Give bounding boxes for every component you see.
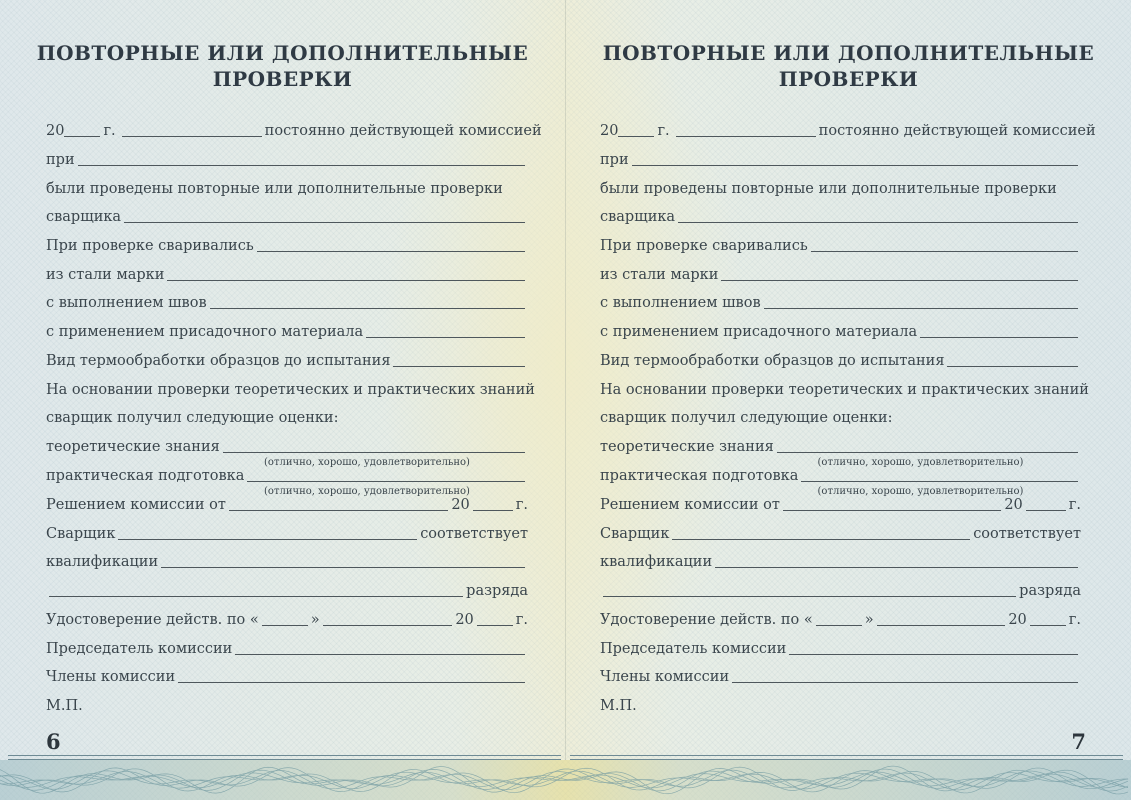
seams-label: с выполнением швов <box>46 295 207 311</box>
heat-treatment-label: Вид термообработки образцов до испытания <box>46 353 391 369</box>
field-cert-month[interactable] <box>323 609 453 626</box>
field-practice-grade[interactable] <box>801 465 1078 482</box>
field-cert-day[interactable] <box>262 609 308 626</box>
row-grades <box>46 405 528 427</box>
row-welder <box>600 204 1081 226</box>
field-welded[interactable] <box>257 235 525 252</box>
right-page <box>566 0 1131 800</box>
field-decision-date[interactable] <box>783 494 1001 511</box>
page-title <box>0 40 565 92</box>
practice-label: практическая подготовка <box>46 468 245 484</box>
field-members[interactable] <box>732 666 1078 683</box>
row-seams <box>600 290 1081 312</box>
stamp-label: М.П. <box>46 698 83 714</box>
welder-label: Сварщик <box>46 526 116 542</box>
page-number: 7 <box>1071 729 1086 754</box>
row-decision <box>46 492 528 514</box>
row-welded <box>600 233 1081 255</box>
row-date <box>600 118 1096 140</box>
row-chairman <box>46 636 528 658</box>
row-welder-complies <box>600 521 1081 543</box>
field-rank[interactable] <box>603 580 1016 597</box>
pri-label: при <box>46 152 75 168</box>
field-heat-treatment[interactable] <box>947 350 1078 367</box>
practice-label: практическая подготовка <box>600 468 799 484</box>
row-filler <box>600 319 1081 341</box>
row-seams <box>46 290 528 312</box>
field-seams[interactable] <box>764 292 1078 309</box>
welded-label: При проверке сваривались <box>600 238 808 254</box>
field-theory-grade[interactable] <box>223 436 525 453</box>
theory-label: теоретические знания <box>46 439 220 455</box>
row-theory <box>600 434 1081 456</box>
welded-label: При проверке сваривались <box>46 238 254 254</box>
commission-label: постоянно действующей комиссией <box>818 123 1096 139</box>
grade-hint: (отлично, хорошо, удовлетворительно) <box>817 486 1024 497</box>
qualification-label: квалификации <box>600 554 713 570</box>
commission-label: постоянно действующей комиссией <box>264 123 542 139</box>
rank-label: разряда <box>1019 583 1081 599</box>
field-welder-fullname[interactable] <box>672 523 970 540</box>
grade-hint: (отлично, хорошо, удовлетворительно) <box>817 457 1024 468</box>
row-stamp <box>46 693 528 715</box>
field-chairman[interactable] <box>235 638 525 655</box>
seams-label: с выполнением швов <box>600 295 761 311</box>
row-basis <box>600 377 1089 399</box>
row-tests <box>600 176 1081 198</box>
row-stamp <box>600 693 1081 715</box>
basis-label: На основании проверки теоретических и практических знаний <box>600 382 1089 398</box>
date-year-prefix: 20 <box>600 123 619 139</box>
row-chairman <box>600 636 1081 658</box>
date-g: г. <box>103 123 116 139</box>
field-steel-grade[interactable] <box>167 264 525 281</box>
tests-done-label: были проведены повторные или дополнительные проверки <box>600 181 1057 197</box>
row-heat <box>600 348 1081 370</box>
year-prefix: 20 <box>1004 497 1023 513</box>
year-g: г. <box>515 497 528 513</box>
grades-received-label: сварщик получил следующие оценки: <box>46 410 339 426</box>
year-prefix: 20 <box>451 497 470 513</box>
field-chairman[interactable] <box>789 638 1078 655</box>
title-line-2: ПРОВЕРКИ <box>212 67 353 91</box>
row-decision <box>600 492 1081 514</box>
field-heat-treatment[interactable] <box>393 350 525 367</box>
page-number: 6 <box>46 729 61 754</box>
guilloche-ornament <box>0 760 1131 800</box>
complies-label: соответствует <box>973 526 1081 542</box>
grade-hint: (отлично, хорошо, удовлетворительно) <box>264 457 470 468</box>
field-qualification[interactable] <box>715 551 1078 568</box>
chairman-label: Председатель комиссии <box>46 641 233 657</box>
tests-done-label: были проведены повторные или дополнительные проверки <box>46 181 503 197</box>
field-filler[interactable] <box>366 321 525 338</box>
field-rank[interactable] <box>49 580 463 597</box>
certificate-valid-label: Удостоверение действ. по « <box>46 612 259 628</box>
row-grades <box>600 405 1081 427</box>
field-cert-year[interactable] <box>477 609 513 626</box>
field-decision-date[interactable] <box>229 494 448 511</box>
row-pri <box>46 147 528 169</box>
field-date[interactable] <box>676 120 816 137</box>
row-tests <box>46 176 528 198</box>
field-welder-name[interactable] <box>678 206 1078 223</box>
welder-label: Сварщик <box>600 526 670 542</box>
qualification-label: квалификации <box>46 554 159 570</box>
year-prefix: 20 <box>1008 612 1027 628</box>
members-label: Члены комиссии <box>46 669 176 685</box>
field-decision-year[interactable] <box>473 494 513 511</box>
field-organization[interactable] <box>632 149 1078 166</box>
year-g: г. <box>1068 497 1081 513</box>
title-line-1: ПОВТОРНЫЕ ИЛИ ДОПОЛНИТЕЛЬНЫЕ <box>602 41 1095 65</box>
decision-label: Решением комиссии от <box>46 497 226 513</box>
year-prefix: 20 <box>455 612 474 628</box>
row-practice <box>600 463 1081 485</box>
certificate-valid-label: Удостоверение действ. по « <box>600 612 813 628</box>
field-date[interactable] <box>122 120 262 137</box>
chairman-label: Председатель комиссии <box>600 641 787 657</box>
members-label: Члены комиссии <box>600 669 730 685</box>
year-g: г. <box>1068 612 1081 628</box>
row-members <box>600 664 1081 686</box>
row-certificate <box>600 607 1081 629</box>
field-year[interactable] <box>618 120 654 137</box>
row-rank <box>46 578 528 600</box>
field-welder-name[interactable] <box>124 206 525 223</box>
row-pri <box>600 147 1081 169</box>
filler-label: с применением присадочного материала <box>600 324 918 340</box>
field-decision-year[interactable] <box>1026 494 1066 511</box>
page-title <box>566 40 1131 92</box>
quote-close: » <box>310 612 320 628</box>
year-g: г. <box>515 612 528 628</box>
field-cert-year[interactable] <box>1030 609 1066 626</box>
heat-treatment-label: Вид термообработки образцов до испытания <box>600 353 945 369</box>
steel-grade-label: из стали марки <box>46 267 165 283</box>
row-basis <box>46 377 535 399</box>
row-members <box>46 664 528 686</box>
date-year-prefix: 20 <box>46 123 65 139</box>
row-welder <box>46 204 528 226</box>
welder-label: сварщика <box>46 209 122 225</box>
left-page <box>0 0 565 800</box>
row-date <box>46 118 542 140</box>
row-steel <box>600 262 1081 284</box>
row-qualification <box>600 549 1081 571</box>
quote-close: » <box>864 612 874 628</box>
field-welder-fullname[interactable] <box>118 523 417 540</box>
field-cert-month[interactable] <box>877 609 1006 626</box>
grades-received-label: сварщик получил следующие оценки: <box>600 410 893 426</box>
grade-hint: (отлично, хорошо, удовлетворительно) <box>264 486 470 497</box>
row-welded <box>46 233 528 255</box>
row-welder-complies <box>46 521 528 543</box>
stamp-label: М.П. <box>600 698 637 714</box>
row-heat <box>46 348 528 370</box>
basis-label: На основании проверки теоретических и практических знаний <box>46 382 535 398</box>
row-qualification <box>46 549 528 571</box>
field-qualification[interactable] <box>161 551 525 568</box>
field-cert-day[interactable] <box>816 609 862 626</box>
decision-label: Решением комиссии от <box>600 497 780 513</box>
row-theory <box>46 434 528 456</box>
row-steel <box>46 262 528 284</box>
theory-label: теоретические знания <box>600 439 774 455</box>
field-practice-grade[interactable] <box>247 465 525 482</box>
field-year[interactable] <box>64 120 100 137</box>
pri-label: при <box>600 152 629 168</box>
field-seams[interactable] <box>210 292 525 309</box>
title-line-2: ПРОВЕРКИ <box>778 67 919 91</box>
row-filler <box>46 319 528 341</box>
row-certificate <box>46 607 528 629</box>
row-rank <box>600 578 1081 600</box>
field-organization[interactable] <box>78 149 525 166</box>
row-practice <box>46 463 528 485</box>
title-line-1: ПОВТОРНЫЕ ИЛИ ДОПОЛНИТЕЛЬНЫЕ <box>36 41 529 65</box>
field-theory-grade[interactable] <box>777 436 1078 453</box>
date-g: г. <box>657 123 670 139</box>
filler-label: с применением присадочного материала <box>46 324 364 340</box>
steel-grade-label: из стали марки <box>600 267 719 283</box>
field-steel-grade[interactable] <box>721 264 1078 281</box>
field-members[interactable] <box>178 666 525 683</box>
field-filler[interactable] <box>920 321 1078 338</box>
welder-label: сварщика <box>600 209 676 225</box>
field-welded[interactable] <box>811 235 1078 252</box>
complies-label: соответствует <box>420 526 528 542</box>
rank-label: разряда <box>466 583 528 599</box>
